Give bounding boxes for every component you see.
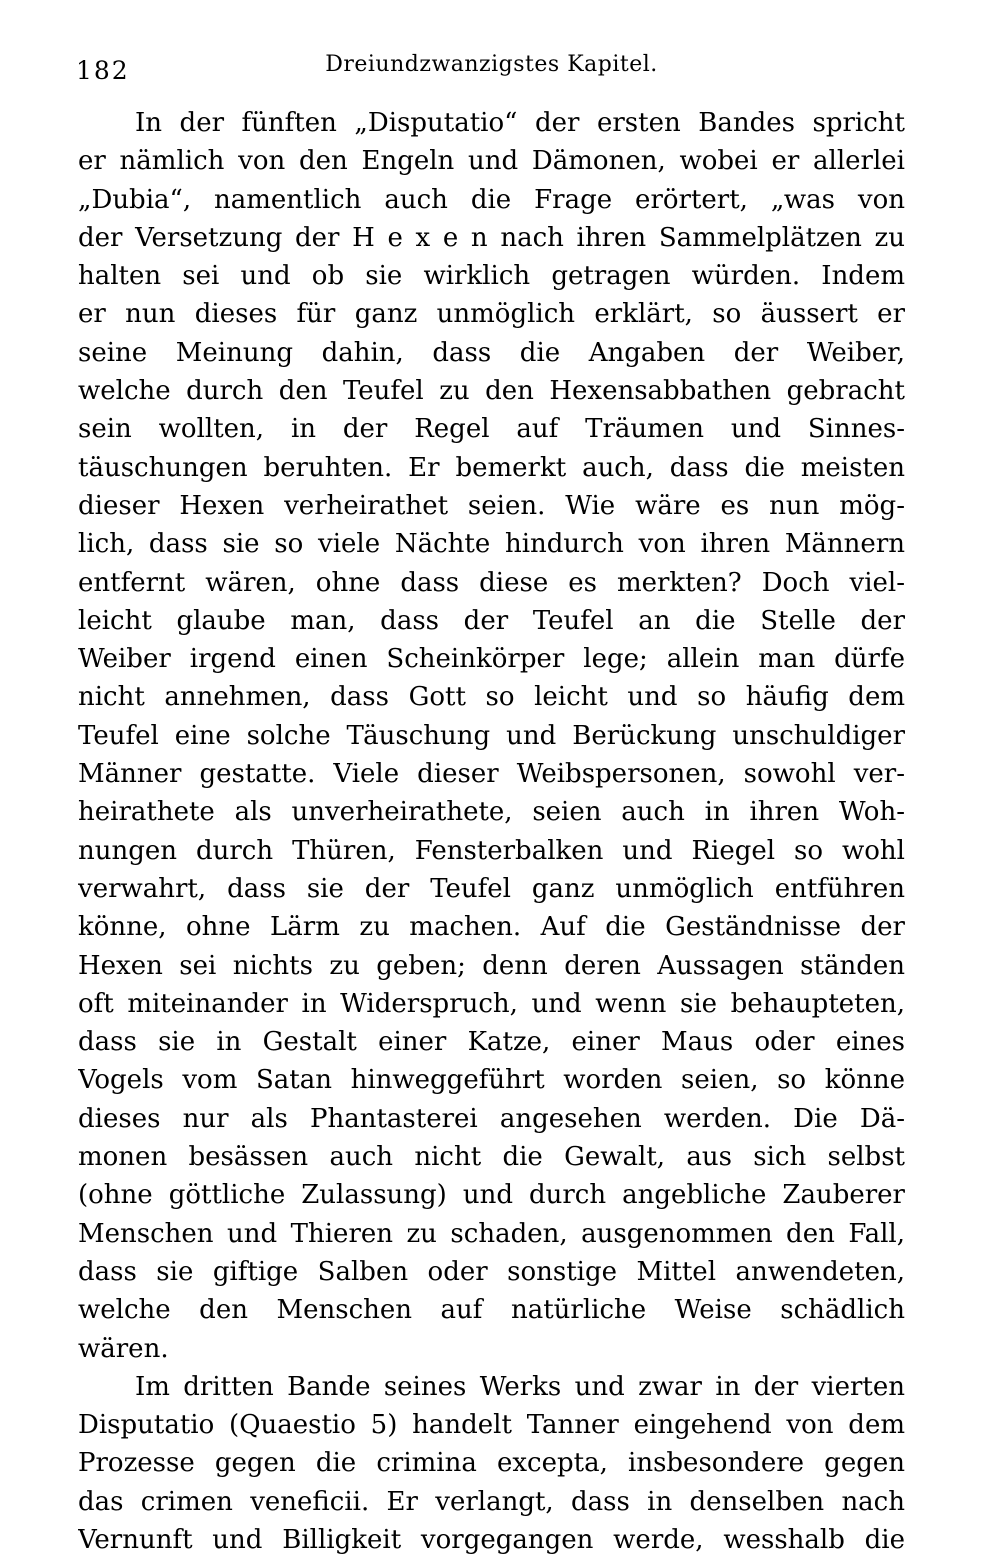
text-line: „Dubia“, namentlich auch die Frage erörtert, „was von xyxy=(78,184,905,215)
text-line: Menschen und Thieren zu schaden, ausgenommen den Fall, xyxy=(78,1218,905,1249)
text-line: könne, ohne Lärm zu machen. Auf die Geständnisse der xyxy=(78,912,905,943)
text-line: entfernt wären, ohne dass diese es merkten? Doch viel- xyxy=(78,567,905,598)
text-line: der Versetzung der H e x e n nach ihren Sammelplätzen zu xyxy=(78,222,905,253)
text-line: Männer gestatte. Viele dieser Weibspersonen, sowohl ver- xyxy=(78,759,905,790)
text-line: er nun dieses für ganz unmöglich erklärt, so äussert er xyxy=(78,299,905,330)
text-line: Im dritten Bande seines Werks und zwar in der vierten xyxy=(135,1371,905,1402)
text-line: dieses nur als Phantasterei angesehen werden. Die Dä- xyxy=(78,1103,905,1134)
text-line: Vernunft und Billigkeit vorgegangen werde, wesshalb die xyxy=(78,1524,905,1555)
text-line: dass sie in Gestalt einer Katze, einer Maus oder eines xyxy=(78,1027,905,1058)
text-line: Disputatio (Quaestio 5) handelt Tanner eingehend von dem xyxy=(78,1410,905,1441)
text-line: monen besässen auch nicht die Gewalt, aus sich selbst xyxy=(78,1142,905,1173)
text-line: Vogels vom Satan hinweggeführt worden seien, so könne xyxy=(78,1065,905,1096)
page-header xyxy=(78,52,905,86)
page-number: 182 xyxy=(76,56,130,85)
text-line: heirathete als unverheirathete, seien auch in ihren Woh- xyxy=(78,797,905,828)
text-line: Hexen sei nichts zu geben; denn deren Aussagen ständen xyxy=(78,950,905,981)
paragraph xyxy=(78,104,905,1368)
text-line: welche den Menschen auf natürliche Weise schädlich xyxy=(78,1295,905,1326)
text-line: seine Meinung dahin, dass die Angaben der Weiber, xyxy=(78,337,905,368)
text-line: halten sei und ob sie wirklich getragen würden. Indem xyxy=(78,261,905,292)
text-line: verwahrt, dass sie der Teufel ganz unmöglich entführen xyxy=(78,873,905,904)
paragraph xyxy=(78,1368,905,1558)
text-block xyxy=(78,104,905,1558)
text-line: nungen durch Thüren, Fensterbalken und Riegel so wohl xyxy=(78,835,905,866)
text-line: Prozesse gegen die crimina excepta, insbesondere gegen xyxy=(78,1448,905,1479)
text-line: lich, dass sie so viele Nächte hindurch von ihren Männern xyxy=(78,529,905,560)
text-line: dieser Hexen verheirathet seien. Wie wäre es nun mög- xyxy=(78,490,905,521)
text-line: dass sie giftige Salben oder sonstige Mittel anwendeten, xyxy=(78,1256,905,1287)
text-line: (ohne göttliche Zulassung) und durch angebliche Zauberer xyxy=(78,1180,905,1211)
text-line: Weiber irgend einen Scheinkörper lege; allein man dürfe xyxy=(78,644,905,675)
text-line: er nämlich von den Engeln und Dämonen, wobei er allerlei xyxy=(78,146,905,177)
text-line: täuschungen beruhten. Er bemerkt auch, dass die meisten xyxy=(78,452,905,483)
text-line: In der fünften „Disputatio“ der ersten Bandes spricht xyxy=(135,108,905,138)
text-line: wären. xyxy=(78,1333,169,1364)
text-line: oft miteinander in Widerspruch, und wenn sie behaupteten, xyxy=(78,988,905,1019)
text-line: das crimen veneficii. Er verlangt, dass in denselben nach xyxy=(78,1486,905,1517)
running-header: Dreiundzwanzigstes Kapitel. xyxy=(325,52,658,77)
text-line: Teufel eine solche Täuschung und Berückung unschuldiger xyxy=(78,720,905,751)
text-line: nicht annehmen, dass Gott so leicht und so häufig dem xyxy=(78,682,905,713)
text-line: welche durch den Teufel zu den Hexensabbathen gebracht xyxy=(78,376,905,407)
text-line: leicht glaube man, dass der Teufel an die Stelle der xyxy=(78,605,905,636)
text-line: sein wollten, in der Regel auf Träumen und Sinnes- xyxy=(78,414,905,445)
